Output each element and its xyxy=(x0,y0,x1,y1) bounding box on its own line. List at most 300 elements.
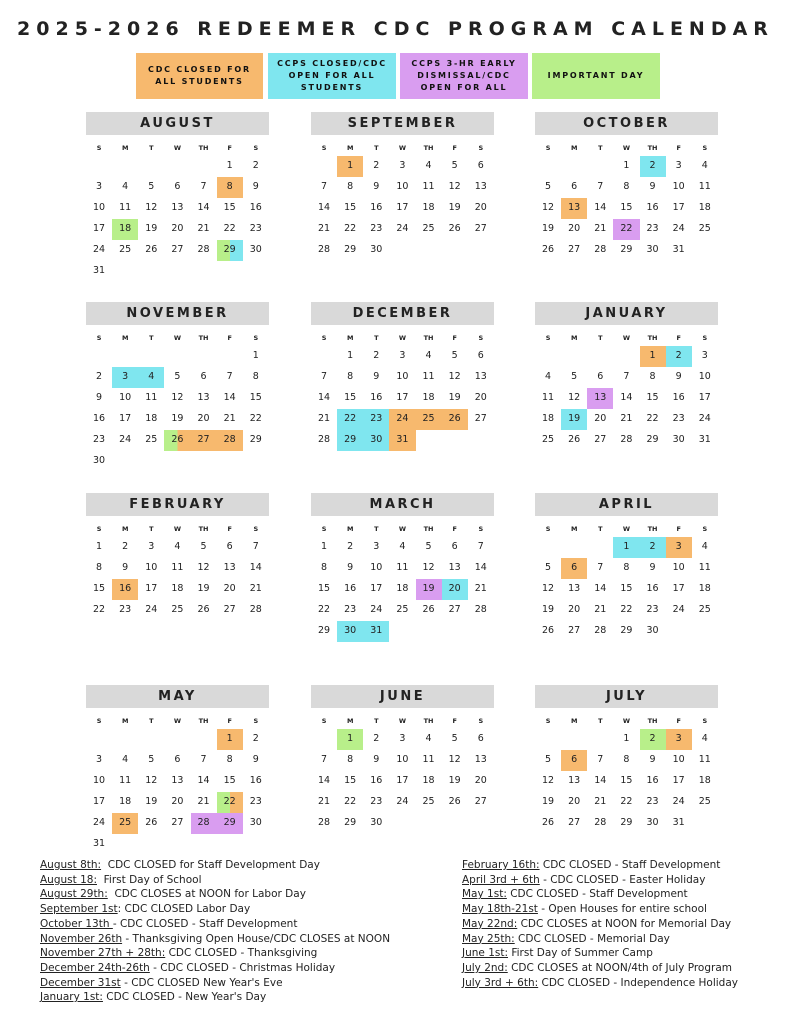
day-cell: 22 xyxy=(249,413,262,424)
month-january xyxy=(535,302,718,451)
empty-cell xyxy=(587,156,613,177)
day-cell: 8 xyxy=(623,181,630,192)
empty-cell xyxy=(561,156,587,177)
empty-cell xyxy=(112,156,138,177)
day-grid xyxy=(311,156,494,261)
day-cell: 31 xyxy=(672,817,685,828)
day-cell: 6 xyxy=(200,371,207,382)
note-text: CDC CLOSED - Staff Development xyxy=(506,888,688,901)
day-cell: 2 xyxy=(252,160,259,171)
day-cell: 1 xyxy=(337,729,363,750)
weekday-label: T xyxy=(149,144,154,152)
day-cell: 4 xyxy=(701,733,708,744)
day-cell: 13 xyxy=(568,775,581,786)
day-cell: 12 xyxy=(145,775,158,786)
day-cell: 20 xyxy=(568,223,581,234)
day-cell: 22 xyxy=(318,604,331,615)
day-cell: 28 xyxy=(217,430,243,451)
note-text: CDC CLOSED - Thanksgiving xyxy=(165,947,318,960)
day-cell: 11 xyxy=(422,181,435,192)
note-line xyxy=(40,917,390,932)
day-cell: 17 xyxy=(396,775,409,786)
weekday-row xyxy=(86,715,269,727)
note-date: February 16th: xyxy=(462,859,540,871)
day-cell: 13 xyxy=(474,371,487,382)
weekday-row xyxy=(311,332,494,344)
day-cell: 24 xyxy=(119,434,132,445)
weekday-label: TH xyxy=(198,144,209,152)
day-cell: 5 xyxy=(148,181,155,192)
day-cell: 14 xyxy=(594,202,607,213)
day-cell: 29 xyxy=(217,813,243,834)
weekday-label: S xyxy=(478,144,484,152)
day-cell: 17 xyxy=(145,583,158,594)
day-cell: 8 xyxy=(623,754,630,765)
day-cell: 31 xyxy=(672,244,685,255)
weekday-label: S xyxy=(545,717,551,725)
weekday-label: S xyxy=(545,334,551,342)
day-cell: 12 xyxy=(448,371,461,382)
day-cell: 11 xyxy=(422,371,435,382)
day-cell: 23 xyxy=(119,604,132,615)
note-line xyxy=(40,946,390,961)
weekday-label: TH xyxy=(198,334,209,342)
day-cell: 20 xyxy=(474,392,487,403)
empty-cell xyxy=(86,729,112,750)
day-cell: 25 xyxy=(542,434,555,445)
note-text: CDC CLOSED - Memorial Day xyxy=(514,932,670,945)
note-line xyxy=(462,932,738,947)
note-text: : CDC CLOSED Labor Day xyxy=(117,903,251,916)
weekday-row xyxy=(535,715,718,727)
weekday-label: W xyxy=(622,717,631,725)
day-cell: 2 xyxy=(373,160,380,171)
day-cell: 20 xyxy=(594,413,607,424)
weekday-label: S xyxy=(96,144,102,152)
day-cell: 2 xyxy=(122,541,129,552)
day-cell: 10 xyxy=(672,562,685,573)
day-cell: 17 xyxy=(93,796,106,807)
weekday-label: W xyxy=(173,334,182,342)
day-cell: 21 xyxy=(474,583,487,594)
day-cell: 14 xyxy=(594,583,607,594)
day-cell: 29 xyxy=(344,244,357,255)
note-line xyxy=(462,902,738,917)
legend-cdc-closed: CDC CLOSED FOR ALL STUDENTS xyxy=(136,53,263,99)
day-grid xyxy=(311,729,494,834)
day-cell: 1 xyxy=(623,733,630,744)
day-cell: 4 xyxy=(138,367,164,388)
day-cell: 24 xyxy=(672,223,685,234)
day-cell: 2 xyxy=(640,156,666,177)
day-cell: 1 xyxy=(217,729,243,750)
day-cell: 21 xyxy=(318,413,331,424)
weekday-label: M xyxy=(570,144,578,152)
day-cell: 6 xyxy=(597,371,604,382)
day-cell: 25 xyxy=(422,796,435,807)
weekday-label: TH xyxy=(198,525,209,533)
weekday-row xyxy=(86,142,269,154)
empty-cell xyxy=(311,156,337,177)
day-cell: 25 xyxy=(698,796,711,807)
weekday-row xyxy=(311,715,494,727)
weekday-row xyxy=(311,142,494,154)
weekday-label: TH xyxy=(647,717,658,725)
weekday-row xyxy=(311,523,494,535)
note-line xyxy=(462,976,738,991)
day-cell: 18 xyxy=(171,583,184,594)
empty-cell xyxy=(535,156,561,177)
day-cell: 25 xyxy=(396,604,409,615)
day-cell: 24 xyxy=(672,604,685,615)
note-line xyxy=(462,961,738,976)
weekday-label: TH xyxy=(647,144,658,152)
day-cell: 25 xyxy=(698,604,711,615)
weekday-label: F xyxy=(227,334,232,342)
day-cell: 11 xyxy=(119,202,132,213)
day-cell: 17 xyxy=(119,413,132,424)
day-cell: 8 xyxy=(252,371,259,382)
day-cell: 4 xyxy=(545,371,552,382)
day-cell: 22 xyxy=(337,409,363,430)
note-text: - CDC CLOSED - Easter Holiday xyxy=(539,873,706,886)
day-cell: 3 xyxy=(675,160,682,171)
note-line xyxy=(462,858,738,873)
day-cell: 31 xyxy=(389,430,415,451)
day-cell: 5 xyxy=(545,754,552,765)
day-cell: 20 xyxy=(568,604,581,615)
day-cell: 16 xyxy=(344,583,357,594)
day-cell: 26 xyxy=(568,434,581,445)
weekday-label: S xyxy=(702,334,708,342)
day-cell: 8 xyxy=(321,562,328,573)
day-cell: 3 xyxy=(399,160,406,171)
day-cell: 5 xyxy=(148,754,155,765)
day-cell: 3 xyxy=(701,350,708,361)
month-header: JANUARY xyxy=(535,302,718,325)
day-cell: 8 xyxy=(217,177,243,198)
day-cell: 17 xyxy=(370,583,383,594)
month-may xyxy=(86,685,269,855)
day-cell: 30 xyxy=(672,434,685,445)
day-cell: 22 xyxy=(620,796,633,807)
month-header: OCTOBER xyxy=(535,112,718,135)
day-cell: 21 xyxy=(318,223,331,234)
weekday-label: W xyxy=(173,525,182,533)
empty-cell xyxy=(217,346,243,367)
day-cell: 15 xyxy=(223,202,236,213)
note-date: May 22nd: xyxy=(462,917,518,930)
day-cell: 14 xyxy=(318,202,331,213)
day-cell: 12 xyxy=(197,562,210,573)
note-text: - Open Houses for entire school xyxy=(537,903,707,916)
month-september xyxy=(311,112,494,261)
note-date: May 18th-21st xyxy=(462,903,538,916)
day-cell: 24 xyxy=(396,796,409,807)
day-cell: 9 xyxy=(252,754,259,765)
day-grid xyxy=(311,537,494,642)
day-cell: 3 xyxy=(399,733,406,744)
weekday-label: W xyxy=(398,717,407,725)
day-cell: 5 xyxy=(545,562,552,573)
weekday-label: M xyxy=(121,334,129,342)
day-cell: 4 xyxy=(701,541,708,552)
day-cell: 26 xyxy=(145,817,158,828)
day-cell: 17 xyxy=(698,392,711,403)
day-cell: 6 xyxy=(451,541,458,552)
day-grid xyxy=(535,537,718,642)
day-cell: 19 xyxy=(171,413,184,424)
day-cell: 25 xyxy=(422,223,435,234)
day-cell: 16 xyxy=(370,392,383,403)
day-cell: 7 xyxy=(200,181,207,192)
day-cell: 30 xyxy=(337,621,363,642)
note-text: - Thanksgiving Open House/CDC CLOSES at NOON xyxy=(122,932,391,945)
day-cell: 8 xyxy=(623,562,630,573)
day-cell: 10 xyxy=(119,392,132,403)
day-cell: 23 xyxy=(249,796,262,807)
note-text: - CDC CLOSED New Year's Eve xyxy=(120,976,283,989)
empty-cell xyxy=(138,729,164,750)
weekday-label: M xyxy=(121,144,129,152)
empty-cell xyxy=(138,346,164,367)
weekday-label: T xyxy=(374,717,379,725)
day-cell: 28 xyxy=(318,434,331,445)
day-cell: 20 xyxy=(171,796,184,807)
weekday-label: F xyxy=(227,525,232,533)
day-cell: 26 xyxy=(542,625,555,636)
note-date: May 1st: xyxy=(462,888,507,901)
day-cell: 9 xyxy=(373,754,380,765)
empty-cell xyxy=(164,346,190,367)
day-cell: 8 xyxy=(649,371,656,382)
day-cell: 2 xyxy=(96,371,103,382)
empty-cell xyxy=(561,729,587,750)
day-cell: 19 xyxy=(145,223,158,234)
day-grid xyxy=(86,156,269,282)
day-cell: 3 xyxy=(112,367,138,388)
day-cell: 10 xyxy=(396,371,409,382)
weekday-label: F xyxy=(676,334,681,342)
day-cell: 4 xyxy=(174,541,181,552)
day-cell: 3 xyxy=(96,181,103,192)
notes-right xyxy=(462,858,738,990)
note-date: January 1st: xyxy=(40,991,103,1004)
day-cell: 17 xyxy=(396,392,409,403)
day-cell: 3 xyxy=(666,729,692,750)
day-cell: 27 xyxy=(474,796,487,807)
day-cell: 12 xyxy=(542,202,555,213)
day-cell: 7 xyxy=(252,541,259,552)
day-cell: 29 xyxy=(337,430,363,451)
day-cell: 7 xyxy=(200,754,207,765)
day-cell: 2 xyxy=(347,541,354,552)
page-title: 2025-2026 REDEEMER CDC PROGRAM CALENDAR xyxy=(17,18,774,40)
day-cell: 15 xyxy=(318,583,331,594)
weekday-row xyxy=(86,332,269,344)
day-cell: 8 xyxy=(347,181,354,192)
weekday-label: T xyxy=(598,525,603,533)
day-cell: 12 xyxy=(448,754,461,765)
day-cell: 16 xyxy=(646,775,659,786)
empty-cell xyxy=(191,156,217,177)
empty-cell xyxy=(613,346,639,367)
weekday-label: S xyxy=(478,334,484,342)
day-cell: 5 xyxy=(200,541,207,552)
weekday-label: W xyxy=(173,717,182,725)
weekday-label: W xyxy=(398,334,407,342)
day-cell: 23 xyxy=(370,223,383,234)
day-cell: 21 xyxy=(594,796,607,807)
legend-ccps-closed: CCPS CLOSED/CDC OPEN FOR ALL STUDENTS xyxy=(268,53,396,99)
day-cell: 11 xyxy=(698,562,711,573)
day-cell: 28 xyxy=(249,604,262,615)
day-cell: 7 xyxy=(321,181,328,192)
note-date: November 26th xyxy=(40,932,123,945)
day-cell: 13 xyxy=(171,775,184,786)
weekday-label: M xyxy=(346,525,354,533)
weekday-label: TH xyxy=(423,144,434,152)
weekday-label: T xyxy=(149,717,154,725)
day-cell: 1 xyxy=(96,541,103,552)
day-cell: 9 xyxy=(373,371,380,382)
day-cell: 23 xyxy=(646,223,659,234)
weekday-label: T xyxy=(598,144,603,152)
day-cell: 13 xyxy=(223,562,236,573)
weekday-label: T xyxy=(149,525,154,533)
day-cell: 21 xyxy=(223,413,236,424)
month-march xyxy=(311,493,494,642)
day-cell: 1 xyxy=(347,350,354,361)
weekday-label: S xyxy=(253,144,259,152)
day-cell: 27 xyxy=(594,434,607,445)
note-text: CDC CLOSED - Independence Holiday xyxy=(538,976,738,989)
note-line xyxy=(40,961,390,976)
day-cell: 15 xyxy=(620,583,633,594)
day-cell: 20 xyxy=(197,413,210,424)
weekday-label: F xyxy=(676,525,681,533)
weekday-label: S xyxy=(545,525,551,533)
day-cell: 14 xyxy=(318,775,331,786)
day-grid xyxy=(86,346,269,472)
day-cell: 27 xyxy=(568,625,581,636)
day-cell: 28 xyxy=(594,817,607,828)
legend-early-dismissal: CCPS 3-HR EARLY DISMISSAL/CDC OPEN FOR ALL xyxy=(400,53,528,99)
day-cell: 30 xyxy=(363,430,389,451)
day-cell: 27 xyxy=(474,413,487,424)
note-date: December 31st xyxy=(40,976,121,989)
weekday-label: F xyxy=(452,334,457,342)
day-cell: 12 xyxy=(542,775,555,786)
day-cell: 31 xyxy=(363,621,389,642)
day-cell: 18 xyxy=(422,392,435,403)
day-cell: 22 xyxy=(613,219,639,240)
day-cell: 2 xyxy=(666,346,692,367)
month-header: MARCH xyxy=(311,493,494,516)
day-cell: 18 xyxy=(145,413,158,424)
month-header: AUGUST xyxy=(86,112,269,135)
empty-cell xyxy=(191,729,217,750)
note-line xyxy=(40,976,390,991)
day-cell: 15 xyxy=(223,775,236,786)
day-cell: 23 xyxy=(672,413,685,424)
day-cell: 14 xyxy=(223,392,236,403)
empty-cell xyxy=(587,729,613,750)
weekday-label: S xyxy=(321,717,327,725)
day-cell: 16 xyxy=(370,775,383,786)
day-cell: 23 xyxy=(93,434,106,445)
empty-cell xyxy=(535,346,561,367)
day-cell: 24 xyxy=(396,223,409,234)
day-cell: 25 xyxy=(171,604,184,615)
note-date: November 27th + 28th: xyxy=(40,947,166,960)
weekday-label: M xyxy=(570,717,578,725)
day-cell: 24 xyxy=(370,604,383,615)
day-cell: 20 xyxy=(223,583,236,594)
day-cell: 14 xyxy=(474,562,487,573)
day-cell: 16 xyxy=(93,413,106,424)
day-cell: 3 xyxy=(96,754,103,765)
day-cell: 25 xyxy=(112,813,138,834)
day-cell: 5 xyxy=(451,350,458,361)
day-grid xyxy=(535,346,718,451)
empty-cell xyxy=(86,346,112,367)
day-cell: 14 xyxy=(620,392,633,403)
day-cell: 16 xyxy=(249,202,262,213)
day-cell: 4 xyxy=(425,350,432,361)
day-cell: 5 xyxy=(545,181,552,192)
day-cell: 28 xyxy=(474,604,487,615)
day-cell: 13 xyxy=(474,754,487,765)
weekday-label: S xyxy=(478,525,484,533)
day-cell: 21 xyxy=(318,796,331,807)
day-cell: 19 xyxy=(197,583,210,594)
day-cell: 24 xyxy=(93,817,106,828)
day-cell: 28 xyxy=(594,244,607,255)
day-cell: 18 xyxy=(112,219,138,240)
day-cell: 20 xyxy=(442,579,468,600)
note-line xyxy=(462,946,738,961)
month-header: DECEMBER xyxy=(311,302,494,325)
day-cell: 27 xyxy=(474,223,487,234)
day-cell: 21 xyxy=(197,223,210,234)
month-header: MAY xyxy=(86,685,269,708)
day-cell: 22 xyxy=(344,796,357,807)
day-cell: 12 xyxy=(422,562,435,573)
weekday-label: S xyxy=(253,717,259,725)
month-header: FEBRUARY xyxy=(86,493,269,516)
weekday-row xyxy=(86,523,269,535)
day-cell: 10 xyxy=(396,754,409,765)
day-cell: 13 xyxy=(197,392,210,403)
day-cell: 11 xyxy=(145,392,158,403)
day-cell: 7 xyxy=(226,371,233,382)
day-cell: 23 xyxy=(249,223,262,234)
day-cell: 10 xyxy=(93,202,106,213)
note-date: May 25th: xyxy=(462,932,515,945)
month-header: JUNE xyxy=(311,685,494,708)
weekday-label: S xyxy=(702,525,708,533)
day-cell: 18 xyxy=(698,583,711,594)
note-line xyxy=(40,990,390,1005)
day-cell: 20 xyxy=(568,796,581,807)
note-text: CDC CLOSED - Staff Development xyxy=(539,859,721,871)
day-cell: 1 xyxy=(252,350,259,361)
day-cell: 30 xyxy=(370,244,383,255)
note-text: CDC CLOSES at NOON for Labor Day xyxy=(107,888,306,901)
day-cell: 10 xyxy=(672,181,685,192)
day-cell: 8 xyxy=(347,754,354,765)
